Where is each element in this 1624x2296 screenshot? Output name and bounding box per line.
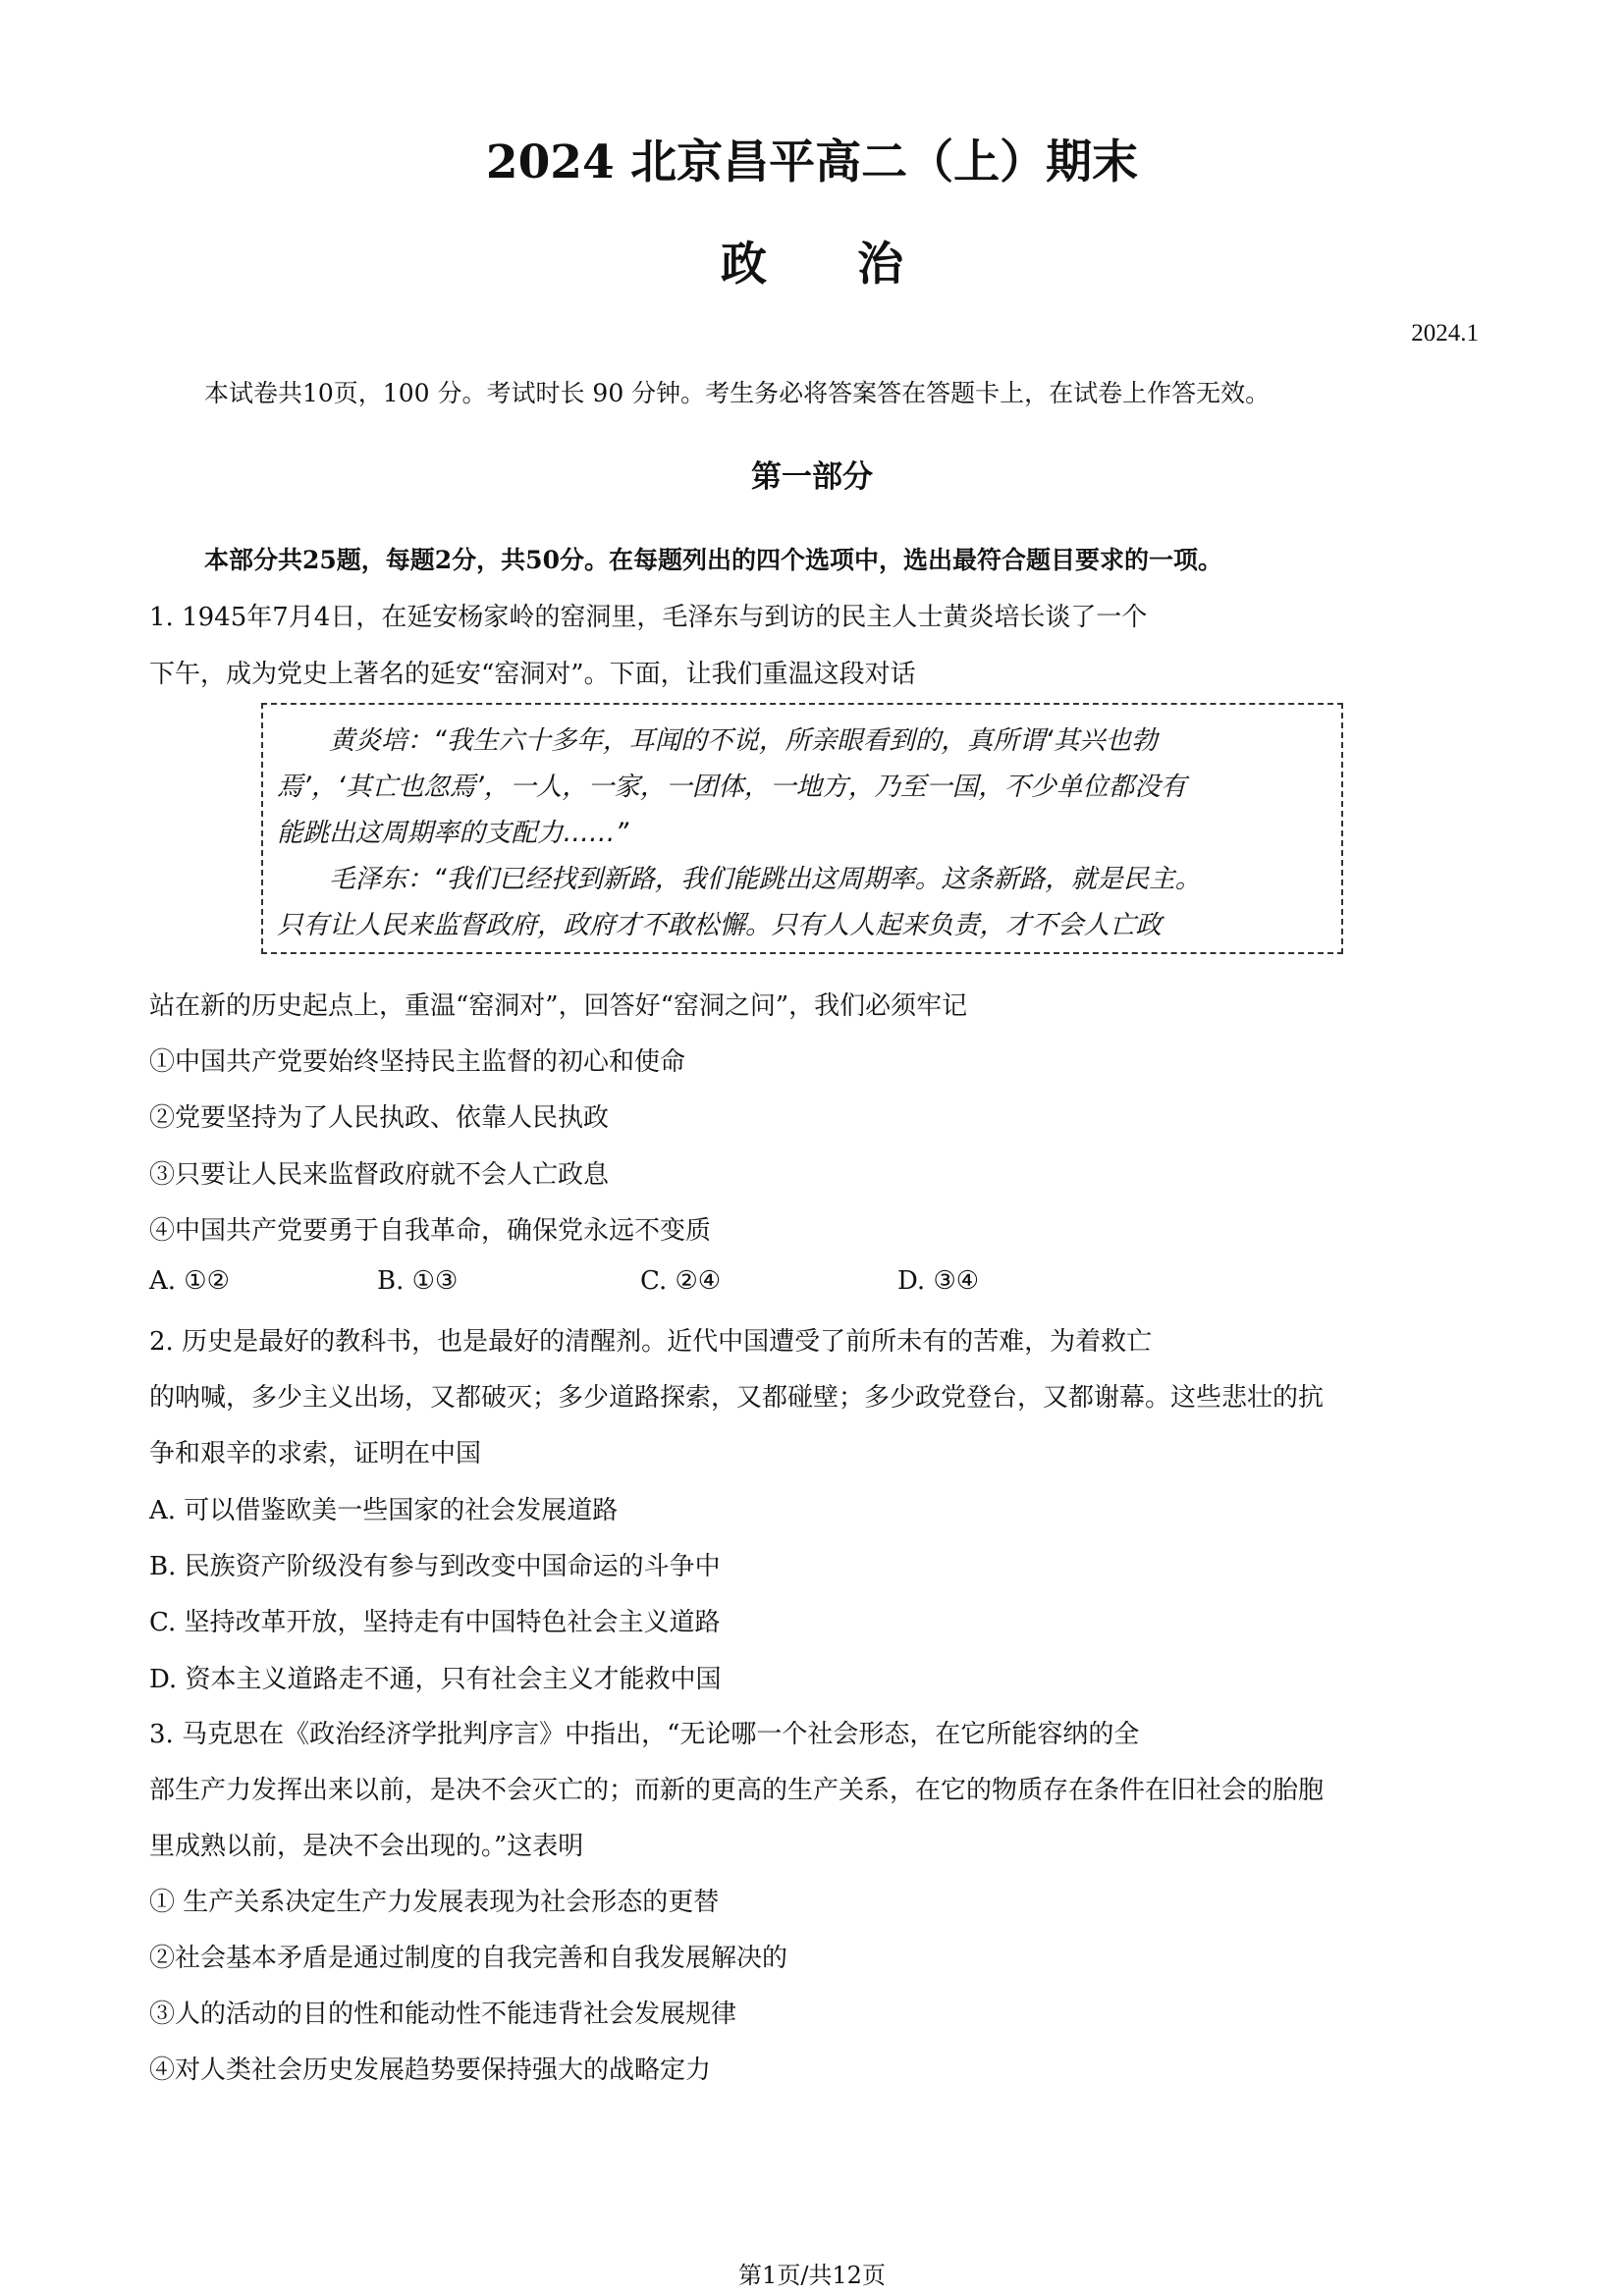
q1-stem-line: 1. 1945年7月4日，在延安杨家岭的窑洞里，毛泽东与到访的民主人士黄炎培长谈了一个 bbox=[149, 603, 1148, 632]
q2-option-b: B. 民族资产阶级没有参与到改变中国命运的斗争中 bbox=[149, 1552, 721, 1581]
q1-options bbox=[149, 1266, 1033, 1298]
q3-stem-line: 里成熟以前，是决不会出现的。”这表明 bbox=[149, 1832, 584, 1861]
q2-stem-line: 2. 历史是最好的教科书，也是最好的清醒剂。近代中国遭受了前所未有的苦难，为着救亡 bbox=[149, 1327, 1153, 1357]
q3-stem-line: 部生产力发挥出来以前，是决不会灭亡的；而新的更高的生产关系，在它的物质存在条件在旧社会的胎胞 bbox=[149, 1776, 1325, 1805]
q3-item: ③人的活动的目的性和能动性不能违背社会发展规律 bbox=[149, 2000, 737, 2029]
part-title: 第一部分 bbox=[751, 459, 873, 495]
q2-stem-line: 争和艰辛的求索，证明在中国 bbox=[149, 1439, 482, 1468]
q1-stem-line: 下午，成为党史上著名的延安“窑洞对”。下面，让我们重温这段对话 bbox=[149, 660, 916, 689]
q1-item: ④中国共产党要勇于自我革命，确保党永远不变质 bbox=[149, 1216, 712, 1246]
exam-note: 本试卷共10页，100 分。考试时长 90 分钟。考生务必将答案答在答题卡上，在试卷上作答无效。 bbox=[204, 379, 1271, 407]
q1-item: ③只要让人民来监督政府就不会人亡政息 bbox=[149, 1160, 610, 1190]
q2-option-d: D. 资本主义道路走不通，只有社会主义才能救中国 bbox=[149, 1665, 722, 1694]
q1-option-d: D. ③④ bbox=[897, 1266, 980, 1296]
q3-item: ②社会基本矛盾是通过制度的自我完善和自我发展解决的 bbox=[149, 1944, 788, 1973]
part-instruction: 本部分共25题，每题2分，共50分。在每题列出的四个选项中，选出最符合题目要求的一项。 bbox=[204, 546, 1222, 574]
exam-title: 2024 北京昌平高二（上）期末 bbox=[485, 135, 1139, 189]
q1-option-b: B. ①③ bbox=[377, 1266, 459, 1296]
q3-item: ④对人类社会历史发展趋势要保持强大的战略定力 bbox=[149, 2056, 712, 2085]
q2-option-a: A. 可以借鉴欧美一些国家的社会发展道路 bbox=[149, 1496, 619, 1525]
exam-date: 2024.1 bbox=[1411, 320, 1479, 347]
q1-quote-line: 只有让人民来监督政府，政府才不敢松懈。只有人人起来负责，才不会人亡政 bbox=[277, 910, 1162, 940]
page-number: 第1页/共12页 bbox=[738, 2262, 886, 2289]
q1-item: ①中国共产党要始终坚持民主监督的初心和使命 bbox=[149, 1047, 686, 1077]
subject-title: 政治 bbox=[721, 238, 994, 292]
q1-after-text: 站在新的历史起点上，重温“窑洞对”，回答好“窑洞之问”，我们必须牢记 bbox=[149, 991, 968, 1021]
q1-quote-line: 毛泽东：“我们已经找到新路，我们能跳出这周期率。这条新路，就是民主。 bbox=[329, 864, 1202, 894]
q2-stem-line: 的呐喊，多少主义出场，又都破灭；多少道路探索，又都碰壁；多少政党登台，又都谢幕。这些悲壮的抗 bbox=[149, 1383, 1325, 1413]
q1-option-c: C. ②④ bbox=[640, 1266, 722, 1296]
q3-item: ① 生产关系决定生产力发展表现为社会形态的更替 bbox=[149, 1888, 720, 1917]
q1-option-a: A. ①② bbox=[149, 1266, 230, 1296]
q1-quote-line: 焉’，‘其亡也忽焉’，一人，一家，一团体，一地方，乃至一国，不少单位都没有 bbox=[277, 772, 1187, 802]
q2-option-c: C. 坚持改革开放，坚持走有中国特色社会主义道路 bbox=[149, 1608, 721, 1637]
q1-quote-box bbox=[261, 703, 1343, 954]
q1-quote-line: 能跳出这周期率的支配力……” bbox=[277, 818, 629, 848]
q1-item: ②党要坚持为了人民执政、依靠人民执政 bbox=[149, 1103, 610, 1133]
q1-quote-line: 黄炎培：“我生六十多年，耳闻的不说，所亲眼看到的，真所谓‘其兴也勃 bbox=[329, 725, 1158, 756]
q3-stem-line: 3. 马克思在《政治经济学批判序言》中指出，“无论哪一个社会形态，在它所能容纳的全 bbox=[149, 1720, 1140, 1749]
